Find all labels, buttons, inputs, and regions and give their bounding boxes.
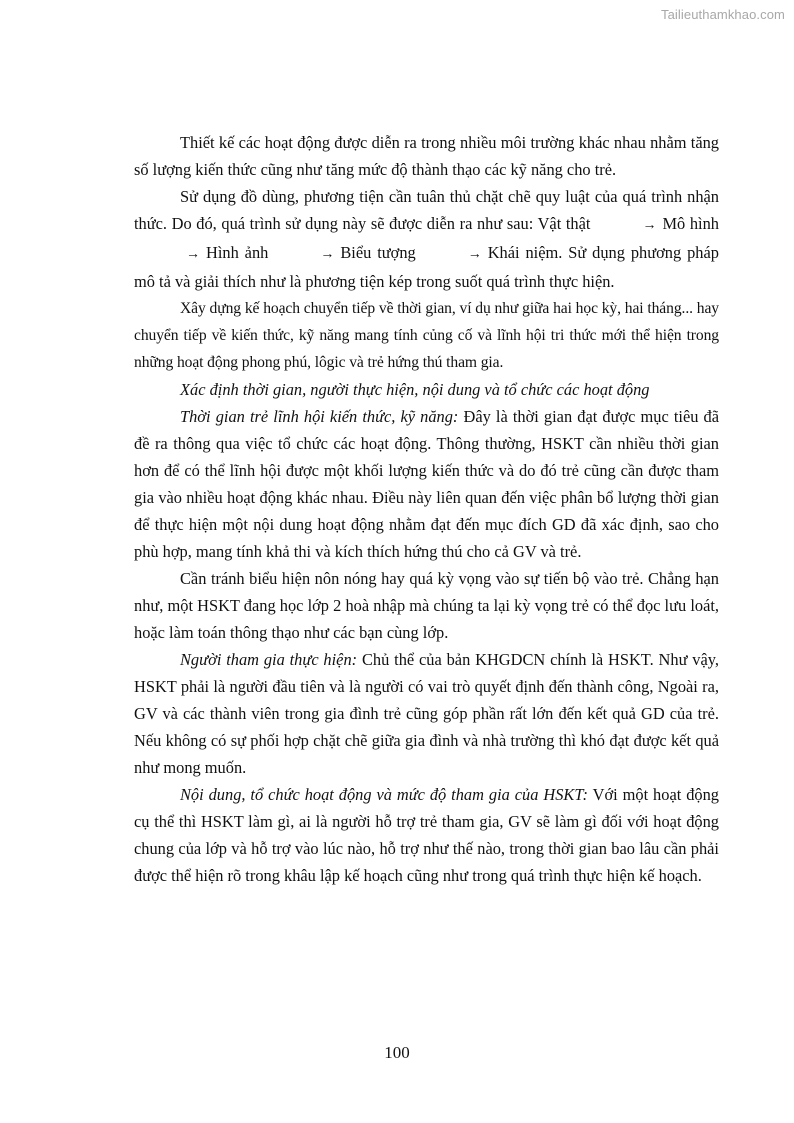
page-number: 100 [384, 1043, 410, 1062]
watermark: Tailieuthamkhao.com [660, 7, 785, 22]
chain-item-concept: Khái niệm. [487, 243, 563, 262]
chain-item-model: Mô hình [662, 214, 720, 233]
page-body [134, 129, 719, 889]
section-heading [134, 376, 719, 403]
paragraph-4-label: Thời gian trẻ lĩnh hội kiến thức, kỹ năng: [180, 407, 459, 426]
paragraph-2 [134, 183, 719, 295]
paragraph-1: Thiết kế các hoạt động được diễn ra trong nhiều môi trường khác nhau nhằm tăng số lượng kiến thức cũng như tăng mức độ thành thạo các kỹ năng cho trẻ. [134, 133, 719, 179]
paragraph-6-label: Người tham gia thực hiện: [180, 650, 358, 669]
section-heading-text: Xác định thời gian, người thực hiện, nội dung và tổ chức các hoạt động [180, 380, 650, 399]
chain-item-symbol: Biểu tượng [340, 243, 416, 262]
paragraph-4 [134, 403, 719, 565]
right-arrow-icon: → [320, 247, 335, 262]
right-arrow-icon: → [186, 247, 200, 262]
paragraph-6-text: Chủ thể của bản KHGDCN chính là HSKT. Như vậy, HSKT phải là người đầu tiên và là người có vai trò quyết định đến thành công, Ngoài ra, GV và các thành viên trong gia đình trẻ cũng góp phần rất lớn đến kết quả GD của trẻ. Nếu không có sự phối hợp chặt chẽ giữa gia đình và nhà trường thì khó đạt được kết quả như mong muốn. [134, 650, 719, 777]
paragraph-7 [134, 781, 719, 889]
paragraph-3: Xây dựng kế hoạch chuyển tiếp về thời gian, ví dụ như giữa hai học kỳ, hai tháng... hay chuyển tiếp về kiến thức, kỹ năng mang tính củng cố và lĩnh hội tri thức mới thể hiện trong những hoạt động phong phú, lôgic và trẻ hứng thú tham gia. [134, 300, 719, 371]
paragraph-6 [134, 646, 719, 781]
paragraph-5: Cần tránh biểu hiện nôn nóng hay quá kỳ vọng vào sự tiến bộ vào trẻ. Chẳng hạn như, một HSKT đang học lớp 2 hoà nhập mà chúng ta lại kỳ vọng trẻ có thể đọc lưu loát, hoặc làm toán thông thạo như các bạn cùng lớp. [134, 569, 719, 642]
paragraph-7-text: Với một hoạt động cụ thể thì HSKT làm gì, ai là người hỗ trợ trẻ tham gia, GV sẽ làm gì đối với hoạt động chung của lớp và hỗ trợ vào lúc nào, hỗ trợ như thế nào, trong thời gian bao lâu cần phải được thể hiện rõ trong khâu lập kế hoạch cũng như trong quá trình thực hiện kế hoạch. [134, 785, 719, 885]
paragraph-7-label: Nội dung, tổ chức hoạt động và mức độ tham gia của HSKT: [180, 785, 588, 804]
right-arrow-icon: → [467, 247, 482, 262]
chain-item-image: Hình ảnh [206, 243, 269, 262]
paragraph-4-text: Đây là thời gian đạt được mục tiêu đã đề ra thông qua việc tổ chức các hoạt động. Thông thường, HSKT cần nhiều thời gian hơn để có thể lĩnh hội được một khối lượng kiến thức và do đó trẻ cũng cần được tham gia vào nhiều hoạt động khác nhau. Điều này liên quan đến việc phân bổ lượng thời gian để thực hiện một nội dung hoạt động nhằm đạt đến mục đích GD đã xác định, sao cho phù hợp, mang tính khả thi và kích thích hứng thú cho cả GV và trẻ. [134, 407, 719, 561]
paragraph-2-end: Sử dụng phương pháp mô tả và giải thích như là phương tiện kép trong suốt quá trình thực hiện. [134, 243, 719, 291]
right-arrow-icon: → [642, 218, 657, 233]
paragraph-2-start: Sử dụng đồ dùng, phương tiện cần tuân thủ chặt chẽ quy luật của quá trình nhận thức. Do đó, quá trình sử dụng này sẽ được diễn ra như sau: Vật thật [134, 187, 719, 233]
